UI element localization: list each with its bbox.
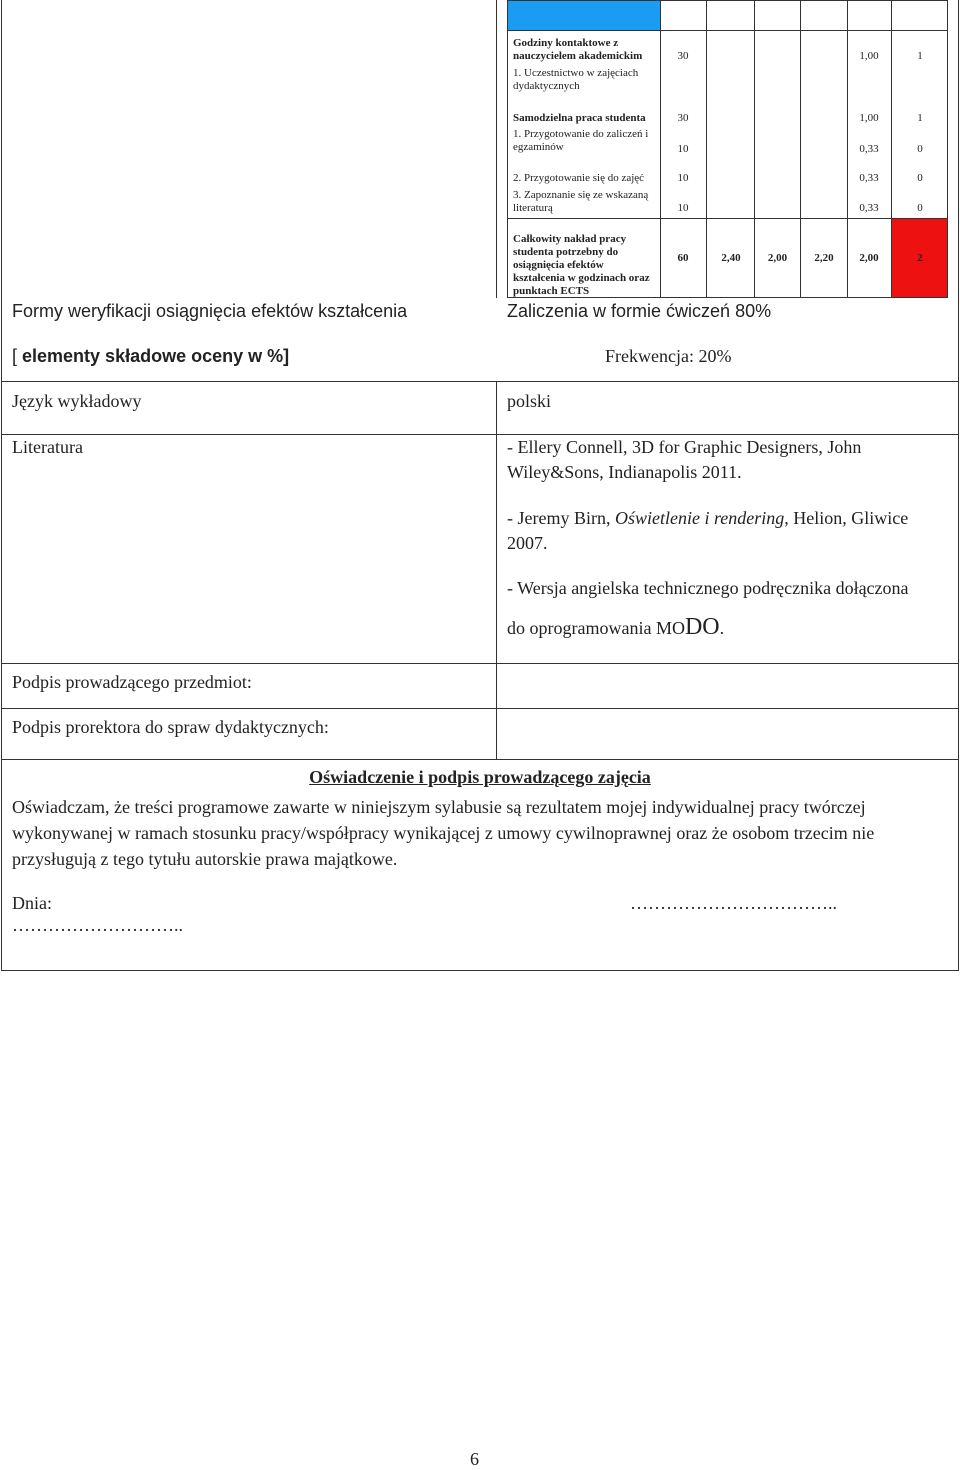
ects-hours: 30 [677, 112, 689, 124]
date-dots: ……………………….. [12, 915, 183, 935]
signature-dots: …………………………….. [630, 893, 837, 913]
literature-item-1a: - Ellery Connell, 3D for Graphic Designers, John [507, 437, 862, 457]
ects-row-label: 2. Przygotowanie się do zajęć [513, 172, 645, 184]
declaration-line: wykonywanej w ramach stosunku pracy/współpracy wynikającej z umowy cywilnoprawnej oraz że osobom trzecim nie [12, 823, 875, 843]
ects-total-value: 2,20 [814, 252, 834, 264]
date-label: Dnia: [12, 893, 52, 913]
ects-row-label: Samodzielna praca studenta [513, 112, 646, 124]
language-label: Język wykładowy [12, 391, 142, 411]
sign-rector-label: Podpis prorektora do spraw dydaktycznych: [12, 717, 329, 737]
ects-last: 0 [917, 143, 923, 155]
language-value: polski [507, 391, 552, 411]
page-number: 6 [470, 1449, 479, 1469]
ects-hours: 10 [677, 143, 689, 155]
outer-border-bottom [1, 970, 959, 971]
ects-value: 0,33 [859, 172, 879, 184]
blue-header-cell [507, 1, 660, 30]
ects-value: 1,00 [859, 112, 879, 124]
ects-row-label: Godziny kontaktowe z nauczycielem akademickim [513, 37, 643, 62]
ects-value: 0,33 [859, 202, 879, 214]
literature-item-3b: do oprogramowania MODO. [507, 614, 725, 640]
literature-item-2b: 2007. [507, 533, 548, 553]
ects-value: 1,00 [859, 50, 879, 62]
ects-row-label: 1. Przygotowanie do zaliczeń i egzaminów [513, 128, 649, 153]
literature-item-1b: Wiley&Sons, Indianapolis 2011. [507, 462, 742, 482]
sign-lecturer-label: Podpis prowadzącego przedmiot: [12, 672, 252, 692]
verification-value: Zaliczenia w formie ćwiczeń 80% [507, 301, 772, 321]
ects-total-value: 2,00 [859, 252, 879, 264]
declaration-line: Oświadczam, że treści programowe zawarte w niniejszym sylabusie są rezultatem mojej indywidualnej pracy twórczej [12, 797, 866, 817]
ects-last: 0 [917, 172, 923, 184]
ects-total-value: 2 [917, 252, 923, 264]
declaration-line: przysługują z tego tytułu autorskie prawa majątkowe. [12, 849, 398, 869]
ects-row-label: 1. Uczestnictwo w zajęciach dydaktycznych [513, 67, 639, 92]
literature-item-2a: - Jeremy Birn, Oświetlenie i rendering, Helion, Gliwice [507, 508, 909, 528]
elements-label: [ elementy składowe oceny w %] [12, 346, 290, 366]
ects-row-label: 3. Zapoznanie się ze wskazaną literaturą [513, 189, 649, 214]
outer-border-right [958, 0, 959, 970]
ects-total-hours: 60 [677, 252, 689, 264]
literature-item-3a: - Wersja angielska technicznego podręcznika dołączona [507, 578, 909, 598]
ects-hours: 10 [677, 202, 689, 214]
declaration-title: Oświadczenie i podpis prowadzącego zajęcia [309, 767, 651, 787]
ects-last: 1 [917, 112, 923, 124]
ects-total-value: 2,40 [721, 252, 741, 264]
outer-border-left [1, 0, 2, 970]
ects-last: 1 [917, 50, 923, 62]
elements-value: Frekwencja: 20% [605, 346, 732, 366]
ects-hours: 30 [677, 50, 689, 62]
verification-label: Formy weryfikacji osiągnięcia efektów kształcenia [12, 301, 408, 321]
literature-label: Literatura [12, 437, 83, 457]
ects-hours: 10 [677, 172, 689, 184]
ects-value: 0,33 [859, 143, 879, 155]
ects-total-label: Całkowity nakład pracy studenta potrzebny do osiągnięcia efektów kształcenia w godzinach oraz punktach ECTS [513, 233, 650, 297]
ects-last: 0 [917, 202, 923, 214]
ects-total-value: 2,00 [767, 252, 788, 264]
